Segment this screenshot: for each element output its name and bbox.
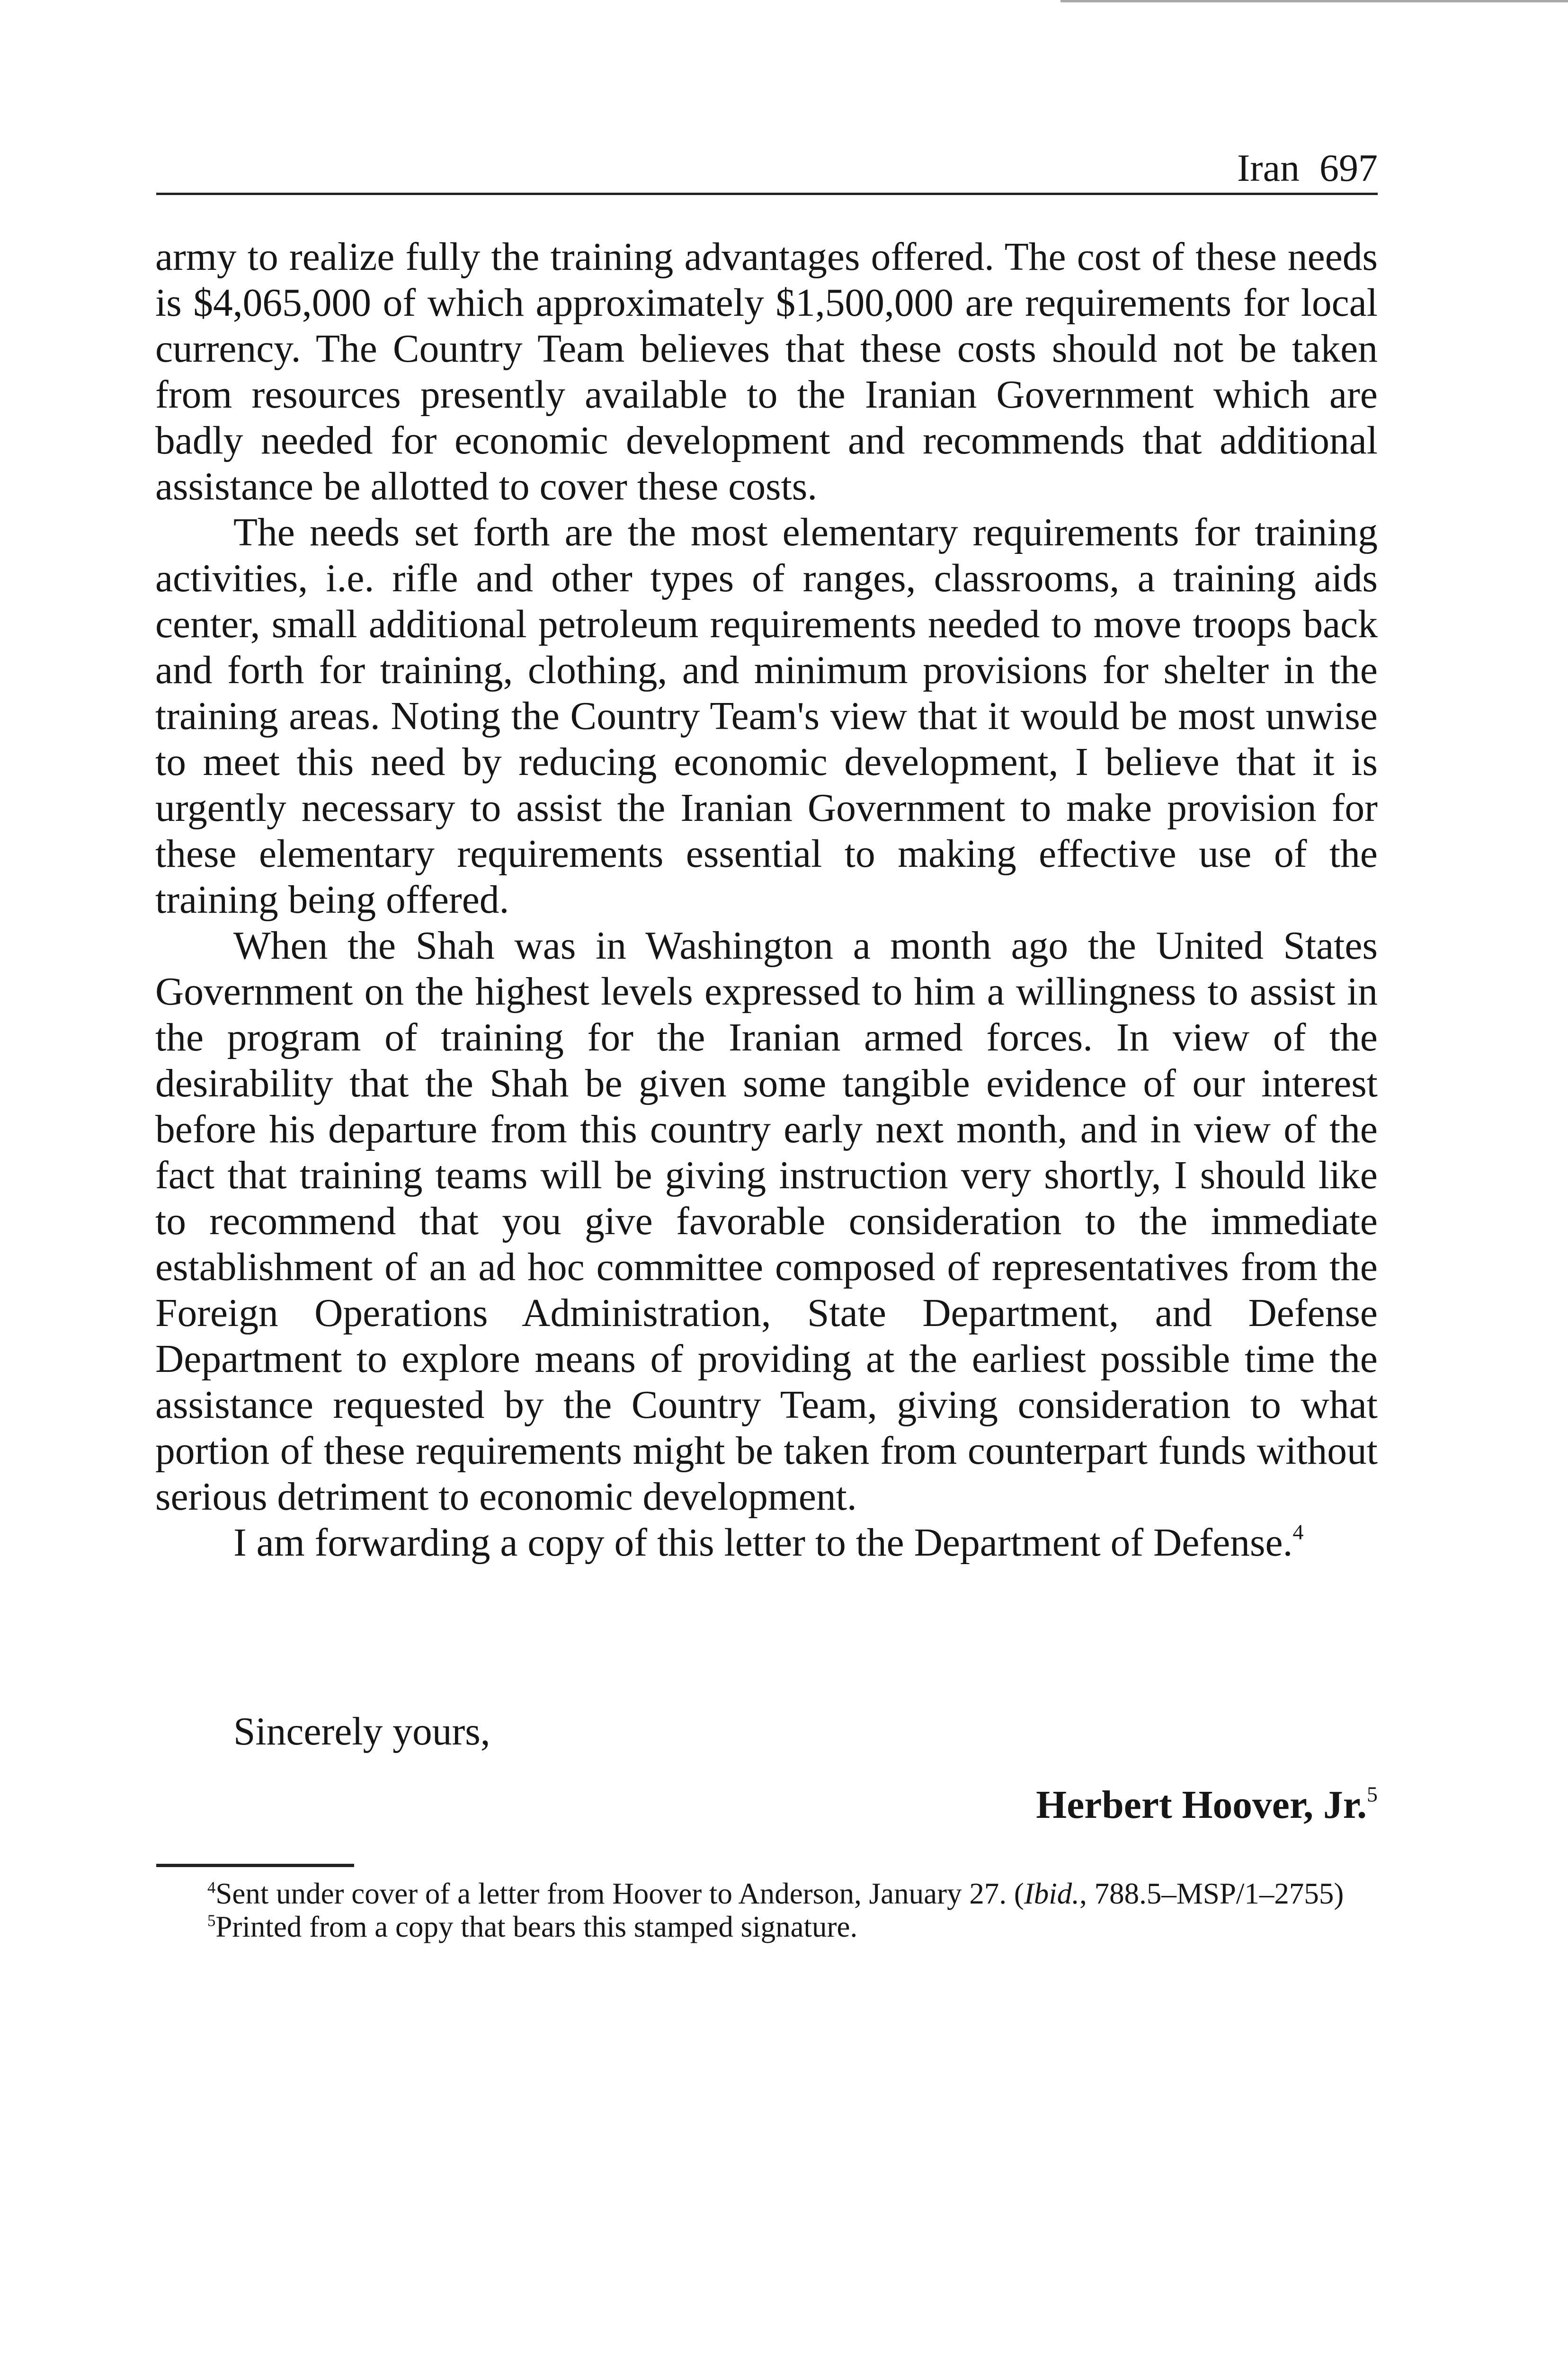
footnote-number-5: 5 bbox=[207, 1912, 216, 1930]
footnote-4-text-b: , 788.5–MSP/1–2755) bbox=[1079, 1877, 1344, 1910]
header-rule bbox=[156, 193, 1378, 195]
signature bbox=[1036, 1782, 1378, 1828]
scan-edge-line bbox=[1060, 0, 1568, 2]
page-number: 697 bbox=[1319, 146, 1378, 189]
footnote-4 bbox=[156, 1877, 1378, 1910]
letter-body bbox=[155, 234, 1378, 1566]
footnote-5 bbox=[156, 1910, 1378, 1943]
paragraph-1: army to realize fully the training advantages offered. The cost of these needs is $4,065,000 of which approximately $1,500,000 are requirements for local currency. The Country Team believes that these costs should not be taken from resources presently available to the Iranian Government which are badly needed for economic development and recommends that additional assistance be allotted to cover these costs. bbox=[155, 235, 1378, 508]
footnote-4-text-a: Sent under cover of a letter from Hoover to Anderson, January 27. ( bbox=[215, 1877, 1024, 1910]
paragraph-4 bbox=[155, 1520, 1378, 1566]
section-title: Iran bbox=[1237, 146, 1300, 189]
footnotes bbox=[156, 1877, 1378, 1943]
running-head bbox=[1237, 144, 1378, 192]
footnote-5-text: Printed from a copy that bears this stamped signature. bbox=[215, 1910, 858, 1943]
footnote-4-ibid: Ibid. bbox=[1024, 1877, 1080, 1910]
paragraph-2: The needs set forth are the most elementary requirements for training activities, i.e. rifle and other types of ranges, classrooms, a training aids center, small additional petroleum requirements needed to move troops back and forth for training, clothing, and minimum provisions for shelter in the training areas. Noting the Country Team's view that it would be most unwise to meet this need by reducing economic development, I believe that it is urgently necessary to assist the Iranian Government to make provision for these elementary requirements essential to making effective use of the training being offered. bbox=[155, 511, 1378, 922]
footnote-ref-4: 4 bbox=[1292, 1520, 1304, 1544]
complimentary-close: Sincerely yours, bbox=[233, 1710, 490, 1753]
paragraph-3: When the Shah was in Washington a month ago the United States Government on the highest levels expressed to him a willingness to assist in the program of training for the Iranian armed forces. In view of the desirability that the Shah be given some tangible evidence of our interest before his departure from this country early next month, and in view of the fact that training teams will be giving instruction very shortly, I should like to recommend that you give favorable consideration to the immediate establishment of an ad hoc committee composed of representatives from the Foreign Operations Administration, State Department, and Defense Department to explore means of providing at the earliest possible time the assistance requested by the Country Team, giving consideration to what portion of these requirements might be taken from counterpart funds without serious detriment to economic development. bbox=[155, 924, 1378, 1519]
signatory-name: Herbert Hoover, Jr. bbox=[1036, 1783, 1367, 1827]
footnote-rule bbox=[156, 1864, 354, 1867]
footnote-number-4: 4 bbox=[207, 1878, 216, 1897]
paragraph-4-text: I am forwarding a copy of this letter to the Department of Defense. bbox=[233, 1521, 1293, 1565]
page-header bbox=[156, 135, 1378, 192]
footnote-ref-5: 5 bbox=[1367, 1782, 1378, 1806]
